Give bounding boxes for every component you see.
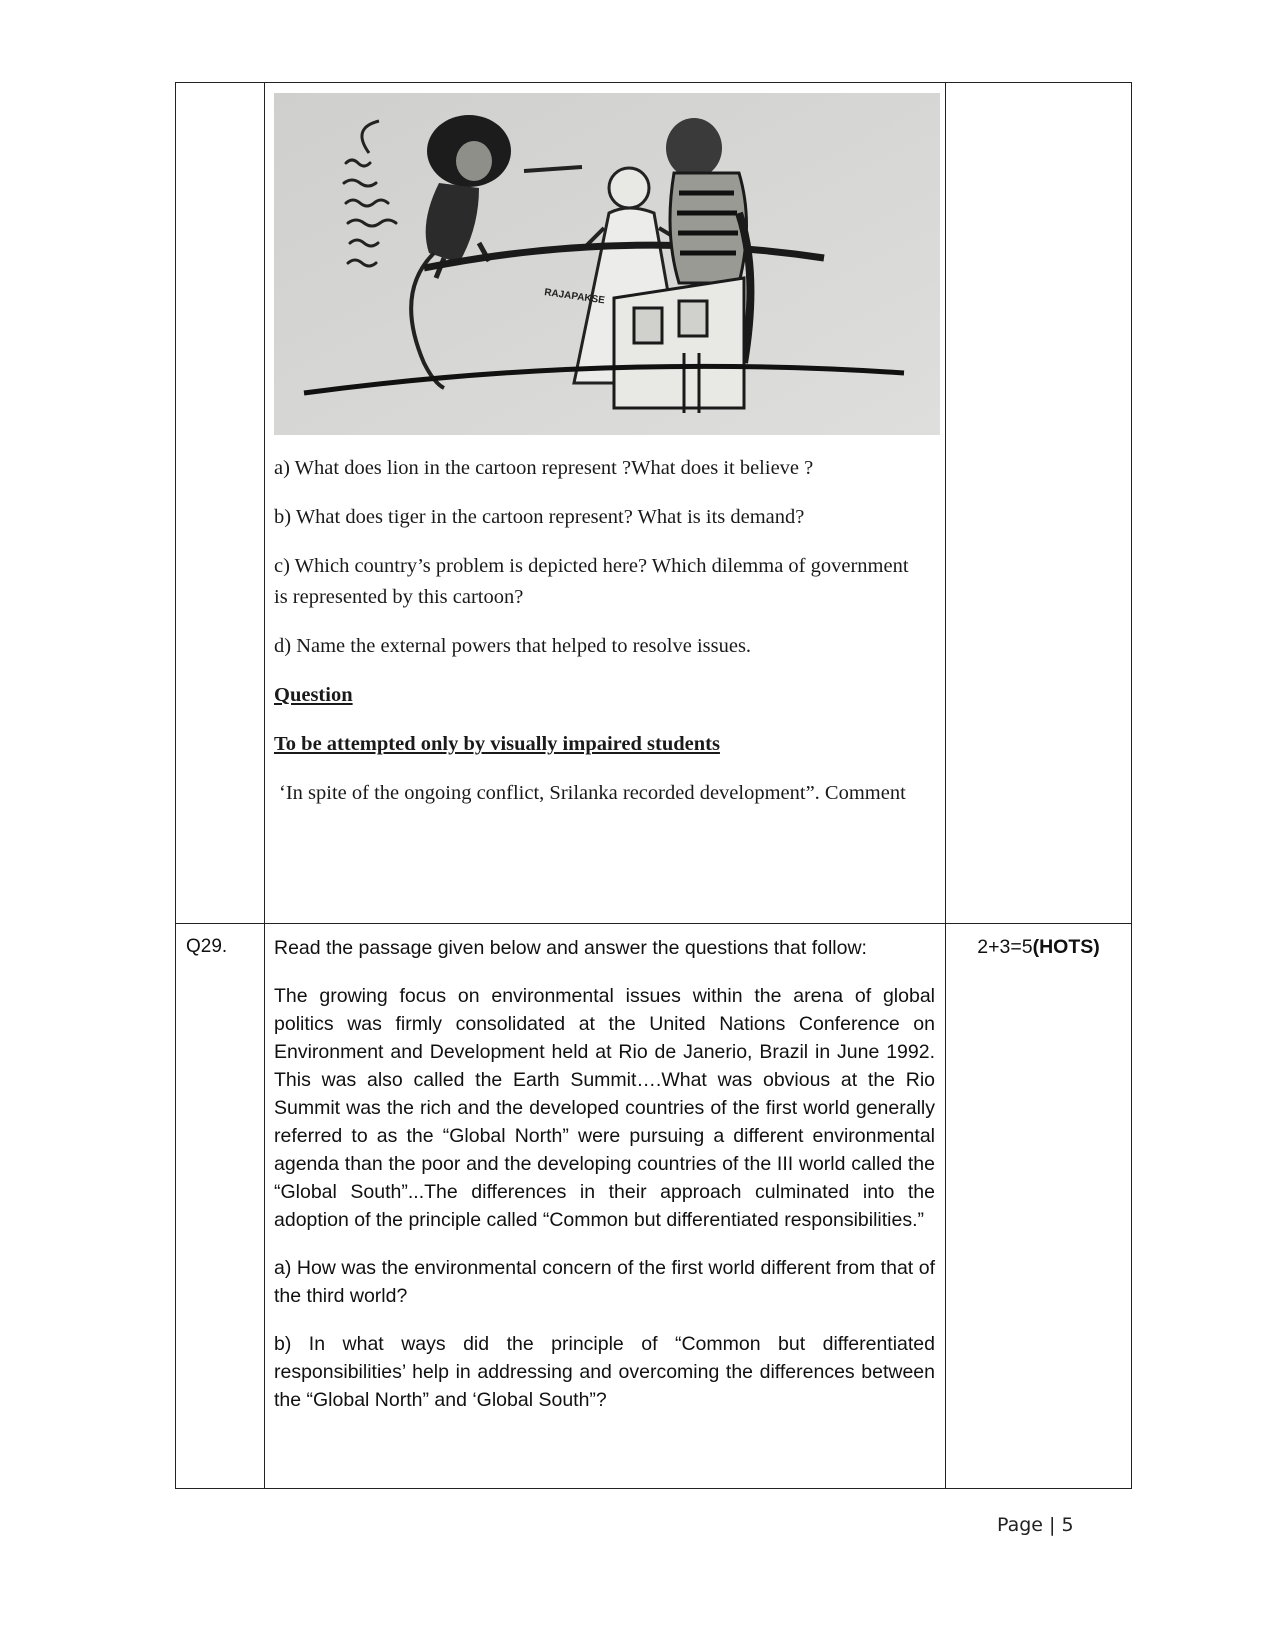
alt-question-heading: Question: [274, 684, 353, 706]
q29-intro: Read the passage given below and answer the questions that follow:: [274, 937, 867, 959]
question-number: Q29.: [176, 924, 265, 1489]
alt-question-text: ‘In spite of the ongoing conflict, Srilanka recorded development”. Comment: [279, 782, 906, 804]
sub-question-c: c) Which country’s problem is depicted here? Which dilemma of government is represented by this cartoon?: [274, 555, 909, 608]
q29-sub-question-b: b) In what ways did the principle of “Common but differentiated responsibilities’ help in addressing and overcoming the differences between the “Global North” and ‘Global South”?: [274, 1333, 935, 1411]
sub-question-a: a) What does lion in the cartoon represent ?What does it believe ?: [274, 457, 814, 479]
q29-passage: The growing focus on environmental issues within the arena of global politics was firmly consolidated at the United Nations Conference on Environment and Development held at Rio de Janerio, Brazil in June 1992. This was also called the Earth Summit….What was obvious at the Rio Summit was the rich and the developed countries of the first world generally referred to as the “Global North” were pursuing a different environmental agenda than the poor and the developing countries of the III world called the “Global South”...The differences in their approach culminated into the adoption of the principle called “Common but differentiated responsibilities.”: [274, 985, 935, 1231]
question-table: [175, 82, 1132, 1489]
marks-cell: [946, 83, 1132, 924]
alt-question-subheading: To be attempted only by visually impaired students: [274, 733, 720, 755]
marks-value: [946, 924, 1132, 1489]
marks-tag: (HOTS): [1032, 936, 1100, 958]
question-row-29: [176, 924, 1132, 1489]
cartoon-image: [274, 93, 940, 435]
question-row-28: [176, 83, 1132, 924]
sub-question-d: d) Name the external powers that helped to resolve issues.: [274, 635, 752, 657]
building: [614, 278, 744, 413]
page-number: Page | 5: [997, 1514, 1074, 1536]
cartoon-drawing: [274, 93, 940, 435]
marks-prefix: 2+3=5: [977, 936, 1033, 958]
cartoon-label: RAJAPAKSE: [543, 287, 606, 307]
question-body-cell: [265, 83, 946, 924]
q29-text: [265, 924, 946, 1489]
sub-question-b: b) What does tiger in the cartoon represent? What is its demand?: [274, 506, 805, 528]
q29-sub-question-a: a) How was the environmental concern of the first world different from that of the third world?: [274, 1257, 935, 1307]
q28-text: [265, 453, 945, 809]
question-number-cell: [176, 83, 265, 924]
